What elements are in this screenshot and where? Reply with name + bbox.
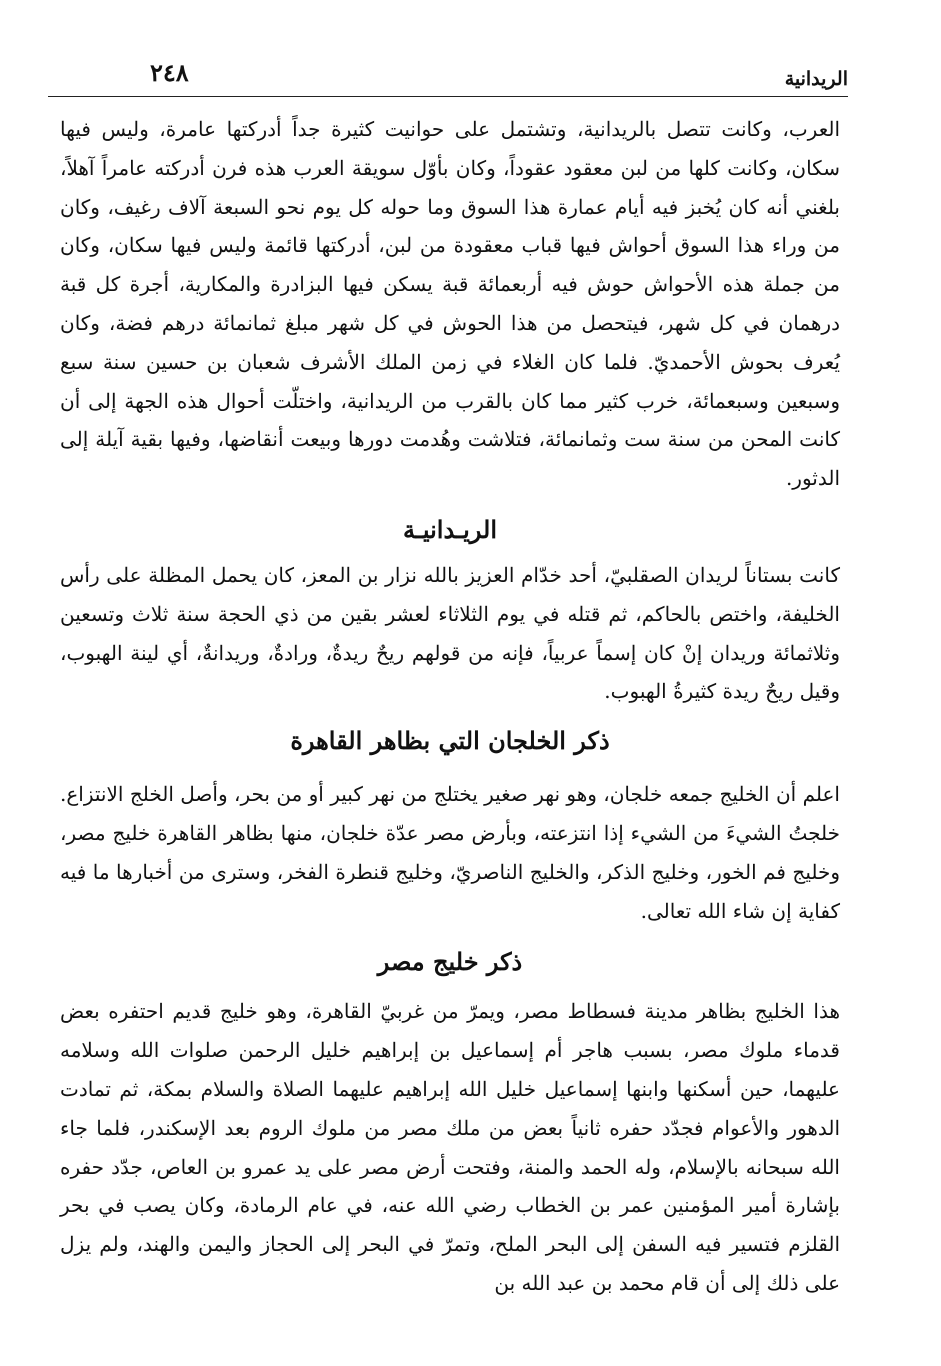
section-heading-khuljan: ذكر الخلجان التي بظاهر القاهرة xyxy=(290,726,610,756)
page-header xyxy=(48,56,848,96)
header-divider xyxy=(48,96,848,97)
section-heading-ridaniya: الريـدانيـة xyxy=(402,514,498,544)
body-paragraph: اعلم أن الخليج جمعه خلجان، وهو نهر صغير يختلج من نهر كبير أو من بحر، وأصل الخلج الانتزاع. خلجتُ الشيءَ من الشيء إذا انتزعته، وبأرض مصر عدّة خلجان، منها بظاهر القاهرة خليج مصر، وخليج فم الخور، وخليج الذكر، والخليج الناصريّ، وخليج قنطرة الفخر، وسترى من أخبارها ما فيه كفاية إن شاء الله تعالى. xyxy=(60,782,840,923)
running-title: الريدانية xyxy=(784,68,848,90)
body-paragraph: العرب، وكانت تتصل بالريدانية، وتشتمل على حوانيت كثيرة جداً أدركتها عامرة، وليس فيها سكان، وكانت كلها من لبن معقود عقوداً، وكان بأوّل سويقة العرب هذه فرن أدركته عامراً آهلاً، بلغني أنه كان يُخبز فيه أيام عمارة هذا السوق وما حوله كل يوم نحو السبعة آلاف رغيف، وكان من وراء هذا السوق أحواش فيها قباب معقودة من لبن، أدركتها قائمة وليس فيها سكان، وكان من جملة هذه الأحواش حوش فيه أربعمائة قبة يسكن فيها البزادرة والمكارية، أجرة كل قبة درهمان في كل شهر، فيتحصل من هذا الحوش في كل شهر مبلغ ثمانمائة درهم فضة، وكان يُعرف بحوش الأحمديّ. فلما كان الغلاء في زمن الملك الأشرف شعبان بن حسين سنة سبع وسبعين وسبعمائة، خرب كثير مما كان بالقرب من الريدانية، واختلّت أحوال هذه الجهة إلى أن كانت المحن من سنة ست وثمانمائة، فتلاشت وهُدمت دورها وبيعت أنقاضها، وفيها بقية آيلة إلى الدثور. xyxy=(60,117,841,491)
section-heading-khalij-misr: ذكر خليج مصر xyxy=(377,947,523,977)
body-paragraph: هذا الخليج بظاهر مدينة فسطاط مصر، ويمرّ من غربيّ القاهرة، وهو خليج قديم احتفره بعض قدماء ملوك مصر، بسبب هاجر أم إسماعيل بن إبراهيم خليل الرحمن صلوات الله وسلامه عليهما، حين أسكنها وابنها إسماعيل خليل الله إبراهيم عليهما الصلاة والسلام بمكة، ثم تمادت الدهور والأعوام فجدّد حفره ثانياً بعض من ملك مصر من ملوك الروم بعد الإسكندر، فلما جاء الله سبحانه بالإسلام، وله الحمد والمنة، وفتحت أرض مصر على يد عمرو بن العاص، جدّد حفره بإشارة أمير المؤمنين عمر بن الخطاب رضي الله عنه، في عام الرمادة، وكان يصب في بحر القلزم فتسير فيه السفن إلى البحر الملح، وتمرّ في البحر إلى الحجاز واليمن والهند، ولم يزل على ذلك إلى أن قام محمد بن عبد الله بن xyxy=(60,999,840,1295)
page-number: ٢٤٨ xyxy=(150,58,189,87)
page-body xyxy=(60,110,840,1303)
body-paragraph: كانت بستاناً لريدان الصقلبيّ، أحد خدّام العزيز بالله نزار بن المعز، كان يحمل المظلة على رأس الخليفة، واختص بالحاكم، ثم قتله في يوم الثلاثاء لعشر بقين من ذي الحجة سنة ثلاث وتسعين وثلاثمائة وريدان إنْ كان إسماً عربياً، فإنه من قولهم ريحٌ ريدةٌ، ورادةٌ، وريدانةٌ، أي لينة الهبوب، وقيل ريحٌ ريدة كثيرةُ الهبوب. xyxy=(60,562,840,704)
